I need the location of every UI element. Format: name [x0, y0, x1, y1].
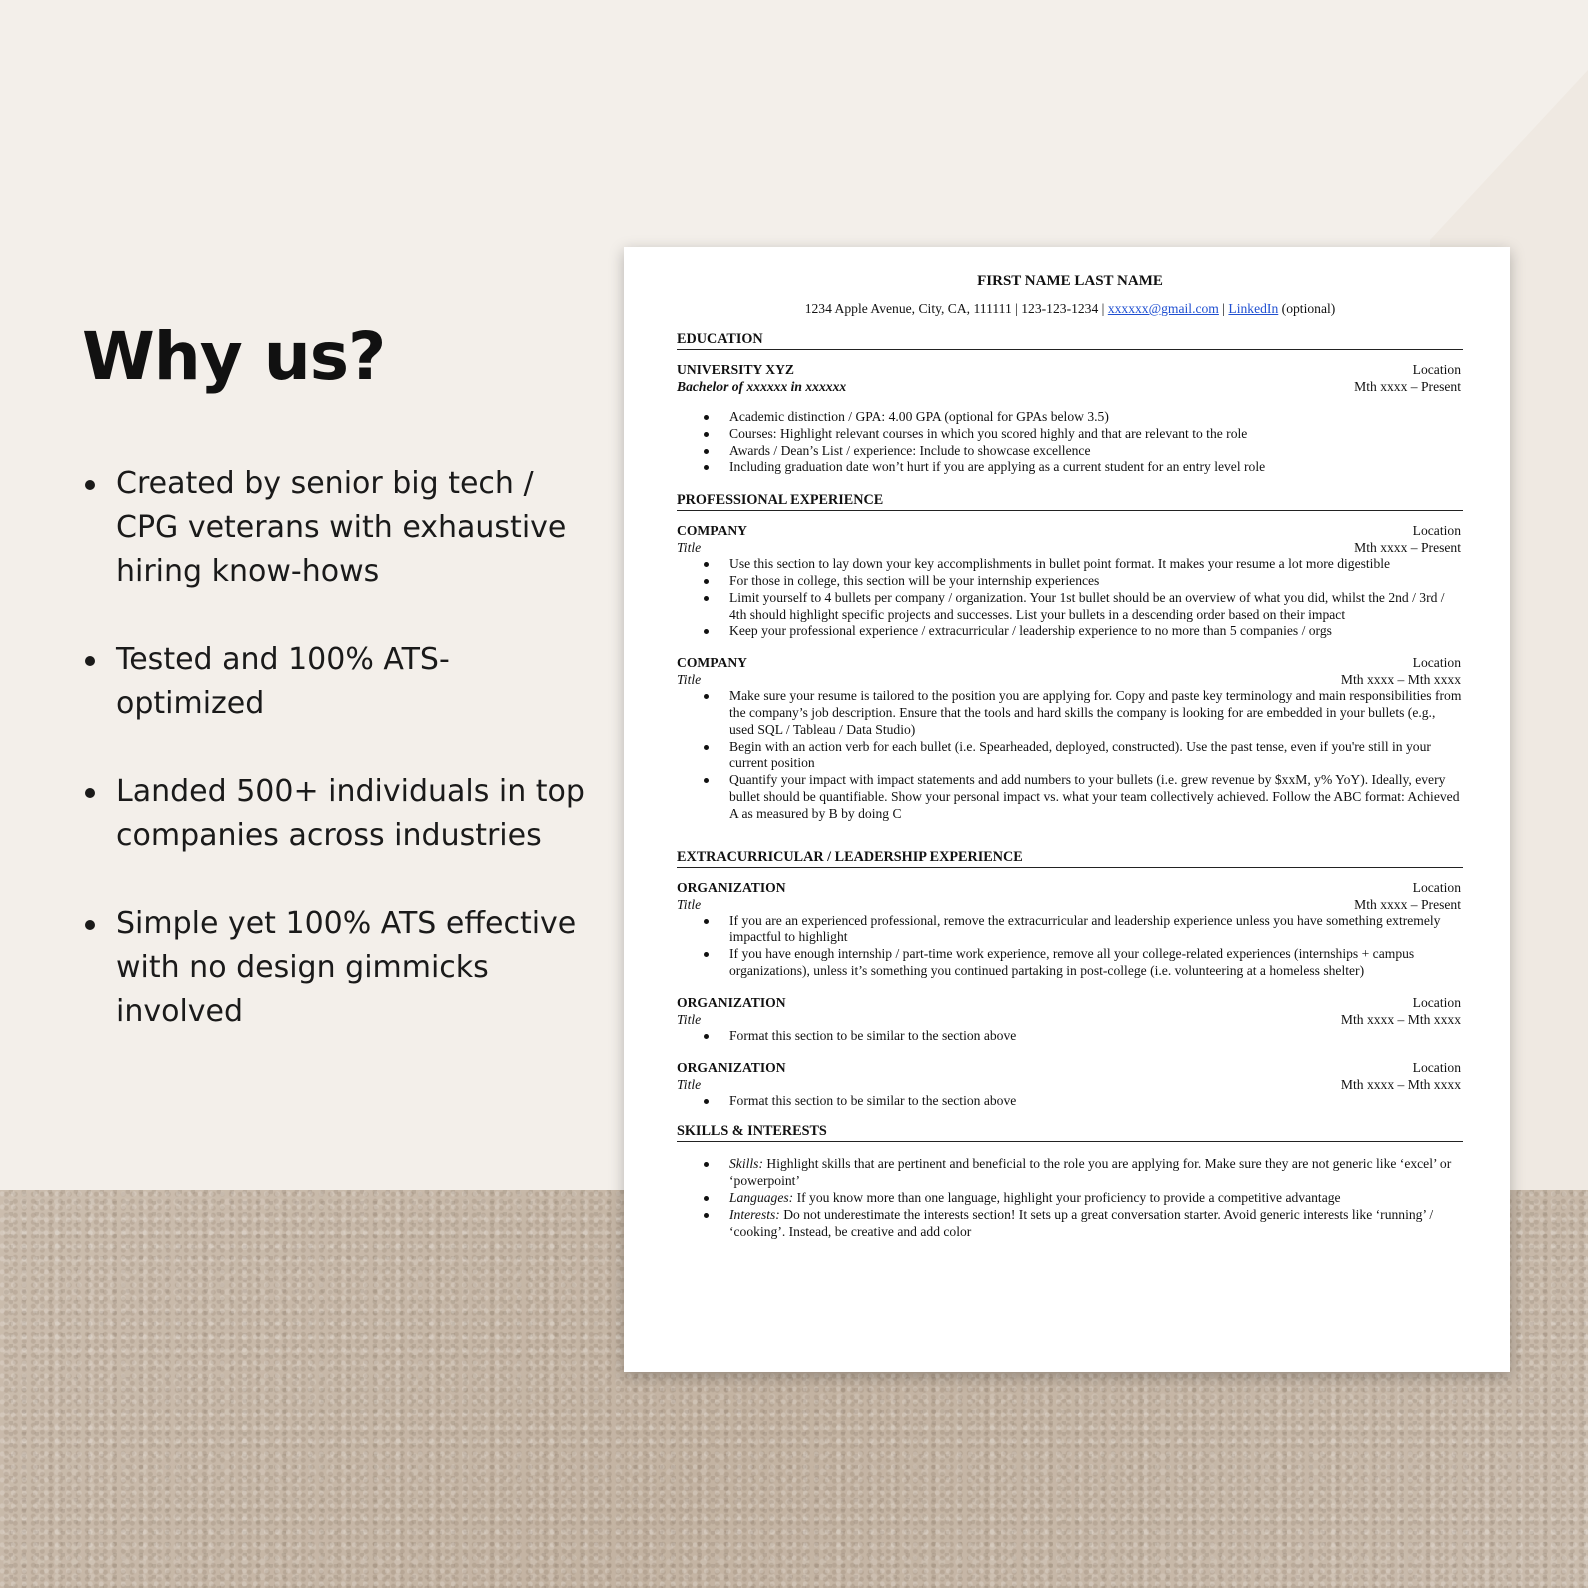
entry-subheader — [677, 1076, 1463, 1093]
bullet-text: Begin with an action verb for each bullet (i.e. Spearheaded, deployed, constructed). Use the past tense, even if you're still in your current position — [729, 738, 1431, 771]
bullet-item — [677, 772, 1463, 822]
entry-location: Location — [1412, 994, 1461, 1010]
feature-text: Landed 500+ individuals in top companies across industries — [116, 774, 585, 853]
bullet-text: For those in college, this section will be your internship experiences — [729, 572, 1100, 588]
entry-subheader — [677, 539, 1463, 556]
bullet-icon — [85, 480, 95, 490]
contact-separator: | — [1222, 301, 1226, 316]
bullet-item — [677, 623, 1463, 640]
feature-list — [85, 462, 585, 1078]
role-title: Title — [677, 896, 702, 912]
headline: Why us? — [82, 318, 386, 395]
bullet-text: Keep your professional experience / extracurricular / leadership experience to no more than 5 companies / orgs — [729, 623, 1332, 639]
entry-dates: Mth xxxx – Present — [1354, 896, 1461, 912]
resume-contact — [677, 301, 1463, 317]
entry-location: Location — [1412, 362, 1461, 377]
bullet-text: If you know more than one language, highlight your proficiency to provide a competitive advantage — [793, 1189, 1341, 1205]
bullet-item — [677, 1207, 1463, 1241]
school-name: UNIVERSITY XYZ — [677, 362, 794, 377]
entry-subheader — [677, 378, 1463, 395]
feature-item — [85, 770, 585, 858]
bullet-text: Do not underestimate the interests section! It sets up a great conversation starter. Avoid generic interests like ‘running’ / ‘cooking’. Instead, be creative and add color — [729, 1206, 1434, 1239]
bullet-item — [677, 1093, 1463, 1110]
extracurricular-bullets — [677, 1028, 1463, 1045]
feature-text: Created by senior big tech / CPG veterans with exhaustive hiring know-hows — [116, 466, 567, 589]
bullet-item — [677, 1028, 1463, 1045]
feature-item — [85, 902, 585, 1034]
organization-name: ORGANIZATION — [677, 879, 786, 895]
section-heading-extracurricular: EXTRACURRICULAR / LEADERSHIP EXPERIENCE — [677, 849, 1463, 868]
bullet-text: Use this section to lay down your key accomplishments in bullet point format. It makes your resume a lot more digestible — [729, 556, 1391, 572]
skill-label: Interests: — [729, 1206, 780, 1222]
entry-dates: Mth xxxx – Mth xxxx — [1340, 672, 1461, 688]
entry-header — [677, 1059, 1463, 1076]
bullet-text: Limit yourself to 4 bullets per company / organization. Your 1st bullet should be an overview of what you did, whilst the 2nd / 3rd / 4th should highlight specific projects and successes. List your bullets in a descending order based on their impact — [729, 589, 1445, 622]
bullet-item — [677, 739, 1463, 773]
bullet-text: Format this section to be similar to the section above — [729, 1027, 1017, 1043]
skills-bullets — [677, 1156, 1463, 1240]
entry-dates: Mth xxxx – Mth xxxx — [1340, 1076, 1461, 1092]
bullet-text: Courses: Highlight relevant courses in which you scored highly and that are relevant to the role — [729, 425, 1248, 441]
bullet-item — [677, 913, 1463, 947]
bullet-item — [677, 573, 1463, 590]
bullet-icon — [85, 920, 95, 930]
experience-bullets — [677, 688, 1463, 822]
entry-location: Location — [1412, 523, 1461, 539]
bullet-icon — [85, 656, 95, 666]
entry-header — [677, 654, 1463, 671]
bullet-text: Highlight skills that are pertinent and beneficial to the role you are applying for. Make sure they are not generic like ‘excel’ or ‘powerpoint’ — [729, 1156, 1452, 1189]
skill-label: Languages: — [729, 1189, 794, 1205]
role-title: Title — [677, 1011, 702, 1027]
entry-location: Location — [1412, 655, 1461, 671]
extracurricular-bullets — [677, 913, 1463, 980]
entry-subheader — [677, 1011, 1463, 1028]
bullet-item — [677, 1156, 1463, 1190]
entry-dates: Mth xxxx – Mth xxxx — [1340, 1011, 1461, 1027]
bullet-text: Awards / Dean’s List / experience: Include to showcase excellence — [729, 442, 1091, 458]
bullet-text: Format this section to be similar to the section above — [729, 1092, 1017, 1108]
bullet-item — [677, 590, 1463, 624]
bullet-item — [677, 946, 1463, 980]
entry-location: Location — [1412, 879, 1461, 895]
entry-location: Location — [1412, 1059, 1461, 1075]
bullet-item — [677, 556, 1463, 573]
skill-label: Skills: — [729, 1156, 763, 1172]
bullet-item — [677, 1190, 1463, 1207]
contact-optional: (optional) — [1281, 301, 1336, 316]
entry-dates: Mth xxxx – Present — [1354, 379, 1461, 394]
bullet-item — [677, 426, 1463, 443]
bullet-item — [677, 443, 1463, 460]
organization-name: ORGANIZATION — [677, 1059, 786, 1075]
degree: Bachelor of xxxxxx in xxxxxx — [677, 379, 847, 394]
job-title: Title — [677, 672, 702, 688]
resume-name: FIRST NAME LAST NAME — [977, 273, 1163, 289]
bullet-item — [677, 459, 1463, 476]
role-title: Title — [677, 1076, 702, 1092]
education-bullets — [677, 409, 1463, 476]
entry-header — [677, 879, 1463, 896]
bullet-text: If you have enough internship / part-time work experience, remove all your college-related experiences (internships + campus organizations), unless it’s something you continued partaking in post-college (i.e. volunteering at a homeless shelter) — [729, 946, 1415, 978]
section-heading-skills: SKILLS & INTERESTS — [677, 1123, 1463, 1142]
company-name: COMPANY — [677, 655, 747, 671]
section-heading-experience: PROFESSIONAL EXPERIENCE — [677, 492, 1463, 511]
bullet-item — [677, 409, 1463, 426]
resume-document — [624, 247, 1510, 1372]
entry-header — [677, 994, 1463, 1011]
job-title: Title — [677, 540, 702, 556]
bullet-icon — [85, 788, 95, 798]
email-link[interactable]: xxxxxx@gmail.com — [1107, 301, 1219, 316]
entry-header — [677, 522, 1463, 539]
entry-subheader — [677, 671, 1463, 688]
contact-text: 1234 Apple Avenue, City, CA, 111111 | 123-123-1234 | — [804, 301, 1105, 316]
company-name: COMPANY — [677, 523, 747, 539]
feature-item — [85, 462, 585, 594]
bullet-text: Make sure your resume is tailored to the position you are applying for. Copy and paste key terminology and main responsibilities from the company’s job description. Ensure that the tools and hard skills the company is looking for are embedded in your bullets (e.g., used SQL / Tableau / Data Studio) — [729, 688, 1462, 737]
bullet-text: If you are an experienced professional, remove the extracurricular and leadership experience unless you have something extremely impactful to highlight — [729, 912, 1441, 945]
feature-text: Tested and 100% ATS-optimized — [116, 642, 450, 721]
feature-text: Simple yet 100% ATS effective with no design gimmicks involved — [116, 906, 577, 1029]
feature-item — [85, 638, 585, 726]
experience-bullets — [677, 556, 1463, 640]
resume-content — [677, 273, 1463, 1240]
bullet-text: Quantify your impact with impact statements and add numbers to your bullets (i.e. grew revenue by $xxM, y% YoY). Ideally, every bullet should be quantifiable. Show your personal impact vs. what your team collectively achieved. Follow the ABC format: Achieved A as measured by B by doing C — [729, 772, 1460, 821]
bullet-text: Academic distinction / GPA: 4.00 GPA (optional for GPAs below 3.5) — [729, 409, 1109, 424]
section-heading-education: EDUCATION — [677, 331, 1463, 350]
bullet-text: Including graduation date won’t hurt if you are applying as a current student for an entry level role — [729, 459, 1266, 475]
organization-name: ORGANIZATION — [677, 994, 786, 1010]
entry-header — [677, 361, 1463, 378]
extracurricular-bullets — [677, 1093, 1463, 1110]
entry-dates: Mth xxxx – Present — [1354, 540, 1461, 556]
linkedin-link[interactable]: LinkedIn — [1228, 301, 1279, 316]
entry-subheader — [677, 896, 1463, 913]
bullet-item — [677, 688, 1463, 738]
